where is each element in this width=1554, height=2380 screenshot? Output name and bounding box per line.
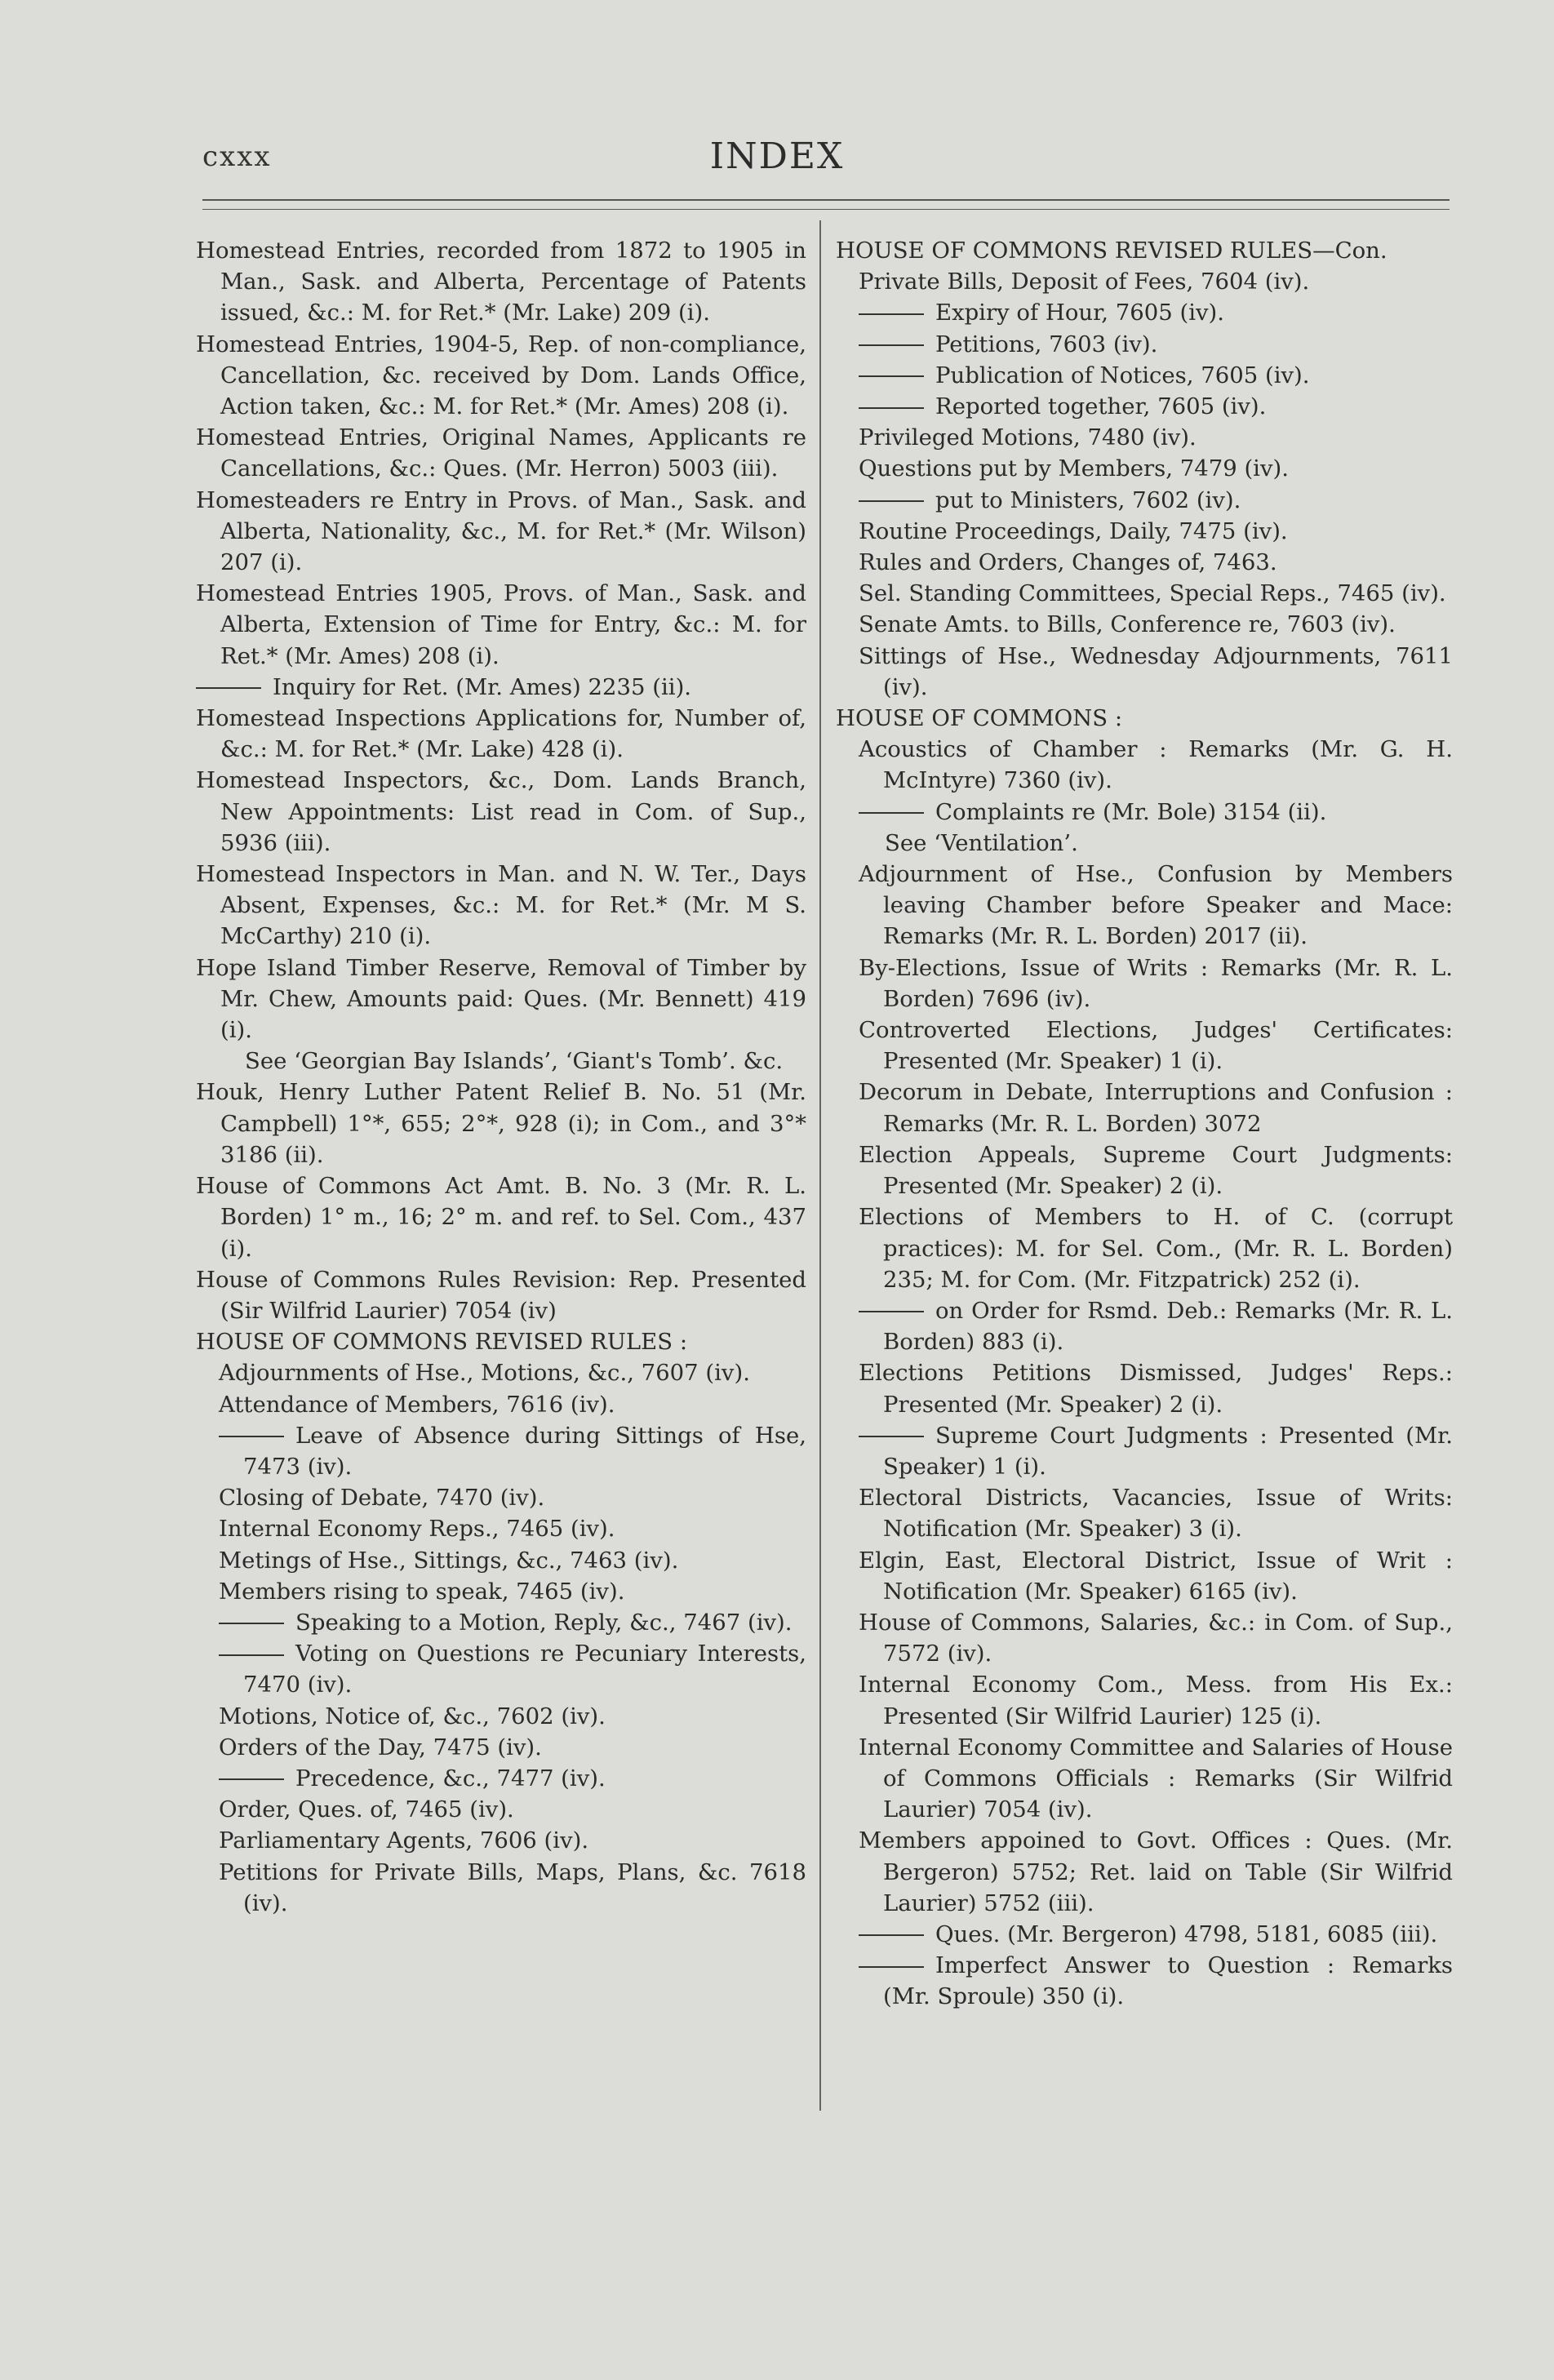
index-entry bbox=[196, 859, 806, 952]
index-entry bbox=[883, 297, 1453, 328]
index-entry bbox=[883, 1950, 1453, 2012]
index-entry bbox=[885, 828, 1453, 859]
index-entry-text: on Order for Rsmd. Deb.: Remarks (Mr. R. L. Borden) 883 (i). bbox=[883, 1297, 1453, 1356]
index-entry-text: House of Commons Rules Revision: Rep. Presented (Sir Wilfrid Laurier) 7054 (iv) bbox=[196, 1266, 806, 1324]
index-entry bbox=[859, 1139, 1453, 1201]
index-entry-text: Homestead Inspectors, &c., Dom. Lands Branch, New Appointments: List read in Com. of Sup., 5936 (iii). bbox=[196, 767, 806, 856]
index-entry bbox=[219, 1825, 806, 1856]
index-entry-text: Homestead Entries, 1904-5, Rep. of non-compliance, Cancellation, &c. received by Dom. Lands Office, Action taken, &c.: M. for Ret.* (Mr. Ames) 208 (i). bbox=[196, 331, 806, 420]
index-entry-text: Hope Island Timber Reserve, Removal of Timber by Mr. Chew, Amounts paid: Ques. (Mr. Bennett) 419 (i). bbox=[196, 954, 806, 1044]
index-entry-text: Reported together, 7605 (iv). bbox=[935, 393, 1267, 420]
index-entry-text: Internal Economy Com., Mess. from His Ex.: Presented (Sir Wilfrid Laurier) 125 (i). bbox=[859, 1672, 1453, 1729]
index-entry-text: Routine Proceedings, Daily, 7475 (iv). bbox=[859, 517, 1288, 544]
ditto-dash bbox=[219, 1778, 284, 1780]
index-heading bbox=[836, 703, 1453, 734]
index-entry bbox=[859, 859, 1453, 952]
index-entry-text: Members appoined to Govt. Offices : Ques. (Mr. Bergeron) 5752; Ret. laid on Table (Sir Wilfrid Laurier) 5752 (iii). bbox=[859, 1827, 1453, 1916]
index-entry bbox=[220, 672, 806, 703]
ditto-dash bbox=[859, 1311, 924, 1312]
index-heading bbox=[836, 235, 1453, 266]
index-entry-text: Decorum in Debate, Interruptions and Confusion : Remarks (Mr. R. L. Borden) 3072 bbox=[859, 1079, 1453, 1137]
index-entry bbox=[196, 235, 806, 329]
index-entry-text: Homestead Inspections Applications for, Number of, &c.: M. for Ret.* (Mr. Lake) 428 (i). bbox=[196, 705, 806, 763]
index-entry bbox=[859, 266, 1453, 297]
ditto-dash bbox=[219, 1623, 284, 1624]
index-entry-text: Private Bills, Deposit of Fees, 7604 (iv). bbox=[859, 269, 1310, 295]
index-entry bbox=[883, 485, 1453, 516]
index-entry bbox=[196, 422, 806, 484]
index-entry-text: Orders of the Day, 7475 (iv). bbox=[219, 1734, 542, 1761]
index-entry-text: Election Appeals, Supreme Court Judgments: Presented (Mr. Speaker) 2 (i). bbox=[859, 1141, 1453, 1200]
index-entry bbox=[219, 1389, 806, 1420]
index-entry bbox=[219, 1357, 806, 1388]
index-entry bbox=[859, 1607, 1453, 1669]
index-entry bbox=[859, 547, 1453, 578]
index-entry-text: Sittings of Hse., Wednesday Adjournments, 7611 (iv). bbox=[859, 642, 1453, 700]
index-entry-text: Adjournments of Hse., Motions, &c., 7607 (iv). bbox=[219, 1360, 750, 1387]
index-entry bbox=[196, 1264, 806, 1326]
index-entry-text: Complaints re (Mr. Bole) 3154 (ii). bbox=[935, 798, 1327, 825]
index-entry bbox=[859, 952, 1453, 1015]
index-entry-text: Questions put by Members, 7479 (iv). bbox=[859, 455, 1289, 482]
index-entry-text: HOUSE OF COMMONS REVISED RULES : bbox=[196, 1329, 688, 1356]
index-entry-text: HOUSE OF COMMONS REVISED RULES—Con. bbox=[836, 238, 1388, 264]
index-entry-text: Voting on Questions re Pecuniary Interests, 7470 (iv). bbox=[243, 1641, 806, 1698]
index-entry-text: Homestead Entries, Original Names, Applicants re Cancellations, &c.: Ques. (Mr. Herron) 5003 (iii). bbox=[196, 424, 806, 482]
ditto-dash bbox=[859, 1934, 924, 1936]
index-entry-text: Sel. Standing Committees, Special Reps., 7465 (iv). bbox=[859, 580, 1446, 607]
ditto-dash bbox=[859, 1436, 924, 1437]
index-entry bbox=[859, 734, 1453, 796]
index-entry-text: Inquiry for Ret. (Mr. Ames) 2235 (ii). bbox=[273, 673, 692, 700]
index-entry bbox=[219, 1794, 806, 1825]
index-entry bbox=[859, 609, 1453, 640]
index-entry-text: Acoustics of Chamber : Remarks (Mr. G. H. McIntyre) 7360 (iv). bbox=[859, 736, 1453, 794]
index-entry-text: Expiry of Hour, 7605 (iv). bbox=[935, 300, 1224, 326]
index-entry bbox=[219, 1576, 806, 1607]
index-entry bbox=[219, 1701, 806, 1732]
index-entry-text: Rules and Orders, Changes of, 7463. bbox=[859, 549, 1277, 576]
index-entry bbox=[883, 1295, 1453, 1357]
index-entry-text: Petitions, 7603 (iv). bbox=[935, 331, 1158, 357]
index-entry bbox=[196, 1077, 806, 1170]
index-entry bbox=[859, 1077, 1453, 1139]
index-entry bbox=[883, 360, 1453, 391]
index-entry bbox=[859, 1669, 1453, 1731]
ditto-dash bbox=[859, 407, 924, 409]
index-entry-text: put to Ministers, 7602 (iv). bbox=[935, 486, 1241, 513]
ditto-dash bbox=[859, 375, 924, 377]
index-entry-text: HOUSE OF COMMONS : bbox=[836, 705, 1123, 732]
index-entry bbox=[243, 1763, 806, 1794]
header-rule-bottom bbox=[202, 209, 1450, 210]
index-entry-text: Members rising to speak, 7465 (iv). bbox=[219, 1578, 625, 1605]
index-entry-text: Homestead Entries, recorded from 1872 to 1905 in Man., Sask. and Alberta, Percentage of Patents issued, &c.: M. for Ret.* (Mr. Lake) 209 (i). bbox=[196, 238, 806, 326]
header-rule-top bbox=[202, 199, 1450, 201]
index-entry-text: Closing of Debate, 7470 (iv). bbox=[219, 1485, 545, 1512]
index-entry bbox=[196, 765, 806, 859]
index-entry bbox=[196, 578, 806, 672]
index-entry bbox=[883, 391, 1453, 422]
index-entry-text: Privileged Motions, 7480 (iv). bbox=[859, 424, 1197, 451]
index-entry bbox=[859, 1732, 1453, 1826]
index-entry bbox=[883, 329, 1453, 360]
index-entry-text: Homestead Entries 1905, Provs. of Man., Sask. and Alberta, Extension of Time for Entry, &c.: M. for Ret.* (Mr. Ames) 208 (i). bbox=[196, 580, 806, 669]
index-entry-text: Imperfect Answer to Question : Remarks (Mr. Sproule) 350 (i). bbox=[883, 1952, 1453, 2010]
index-entry bbox=[859, 453, 1453, 484]
index-entry-text: Adjournment of Hse., Confusion by Members leaving Chamber before Speaker and Mace: Remarks (Mr. R. L. Borden) 2017 (ii). bbox=[859, 861, 1453, 950]
index-entry-text: Electoral Districts, Vacancies, Issue of Writs: Notification (Mr. Speaker) 3 (i). bbox=[859, 1485, 1453, 1543]
index-entry-text: Elections of Members to H. of C. (corrupt practices): M. for Sel. Com., (Mr. R. L. Borden) 235; M. for Com. (Mr. Fitzpatrick) 252 (i). bbox=[859, 1204, 1453, 1293]
ditto-dash bbox=[859, 812, 924, 814]
index-entry bbox=[243, 1420, 806, 1482]
index-entry bbox=[859, 578, 1453, 609]
index-entry-text: Parliamentary Agents, 7606 (iv). bbox=[219, 1827, 589, 1854]
column-divider bbox=[819, 220, 821, 2111]
index-entry bbox=[245, 1046, 806, 1077]
page-title: INDEX bbox=[709, 135, 845, 177]
index-entry bbox=[219, 1482, 806, 1513]
index-entry-text: Homestead Inspectors in Man. and N. W. Ter., Days Absent, Expenses, &c.: M. for Ret.* (Mr. M S. McCarthy) 210 (i). bbox=[196, 861, 806, 950]
index-entry bbox=[243, 1607, 806, 1638]
index-heading bbox=[196, 1326, 806, 1357]
index-entry bbox=[219, 1545, 806, 1576]
index-entry-text: Petitions for Private Bills, Maps, Plans, &c. 7618 (iv). bbox=[219, 1858, 806, 1916]
index-entry-text: Elgin, East, Electoral District, Issue of Writ : Notification (Mr. Speaker) 6165 (iv). bbox=[859, 1547, 1453, 1605]
index-entry bbox=[219, 1857, 806, 1919]
index-entry-text: See ‘Georgian Bay Islands’, ‘Giant's Tomb’. &c. bbox=[245, 1048, 784, 1075]
index-column-right bbox=[836, 235, 1453, 2013]
index-entry-text: Internal Economy Reps., 7465 (iv). bbox=[219, 1516, 615, 1543]
index-entry bbox=[196, 1170, 806, 1264]
index-entry-text: Speaking to a Motion, Reply, &c., 7467 (iv). bbox=[295, 1609, 793, 1636]
index-entry-text: Controverted Elections, Judges' Certificates: Presented (Mr. Speaker) 1 (i). bbox=[859, 1017, 1453, 1075]
index-entry-text: By-Elections, Issue of Writs : Remarks (Mr. R. L. Borden) 7696 (iv). bbox=[859, 954, 1453, 1012]
index-entry bbox=[859, 1201, 1453, 1295]
index-entry bbox=[859, 1357, 1453, 1419]
index-entry bbox=[859, 1825, 1453, 1919]
ditto-dash bbox=[859, 1966, 924, 1968]
index-entry bbox=[859, 1015, 1453, 1077]
ditto-dash bbox=[219, 1436, 284, 1437]
ditto-dash bbox=[859, 500, 924, 502]
index-entry-text: House of Commons, Salaries, &c.: in Com. of Sup., 7572 (iv). bbox=[859, 1609, 1453, 1667]
index-entry-text: Ques. (Mr. Bergeron) 4798, 5181, 6085 (iii). bbox=[935, 1920, 1438, 1947]
index-entry-text: Motions, Notice of, &c., 7602 (iv). bbox=[219, 1703, 606, 1729]
index-entry-text: Supreme Court Judgments : Presented (Mr. Speaker) 1 (i). bbox=[883, 1422, 1453, 1480]
index-entry-text: House of Commons Act Amt. B. No. 3 (Mr. R. L. Borden) 1° m., 16; 2° m. and ref. to Sel. Com., 437 (i). bbox=[196, 1173, 806, 1262]
index-entry bbox=[219, 1732, 806, 1763]
index-entry-text: Senate Amts. to Bills, Conference re, 7603 (iv). bbox=[859, 611, 1396, 638]
ditto-dash bbox=[219, 1654, 284, 1656]
index-entry-text: Leave of Absence during Sittings of Hse, 7473 (iv). bbox=[243, 1422, 806, 1480]
index-entry-text: Internal Economy Committee and Salaries of House of Commons Officials : Remarks (Sir Wilfrid Laurier) 7054 (iv). bbox=[859, 1734, 1453, 1823]
index-entry-text: Homesteaders re Entry in Provs. of Man., Sask. and Alberta, Nationality, &c., M. for Ret.* (Mr. Wilson) 207 (i). bbox=[196, 486, 806, 576]
index-entry-text: See ‘Ventilation’. bbox=[885, 829, 1078, 856]
index-entry-text: Publication of Notices, 7605 (iv). bbox=[935, 362, 1310, 389]
page-folio: cxxx bbox=[202, 140, 272, 173]
ditto-dash bbox=[196, 687, 261, 689]
index-entry bbox=[196, 703, 806, 765]
index-entry bbox=[196, 952, 806, 1046]
index-entry bbox=[196, 485, 806, 579]
index-entry-text: Attendance of Members, 7616 (iv). bbox=[219, 1391, 615, 1418]
index-entry bbox=[196, 329, 806, 423]
index-entry bbox=[859, 1545, 1453, 1607]
index-entry-text: Houk, Henry Luther Patent Relief B. No. 51 (Mr. Campbell) 1°*, 655; 2°*, 928 (i); in Com., and 3°* 3186 (ii). bbox=[196, 1079, 806, 1168]
ditto-dash bbox=[859, 313, 924, 315]
index-entry bbox=[859, 641, 1453, 703]
index-entry-text: Precedence, &c., 7477 (iv). bbox=[295, 1765, 606, 1792]
index-entry bbox=[883, 797, 1453, 828]
index-entry bbox=[859, 516, 1453, 547]
ditto-dash bbox=[859, 344, 924, 346]
index-entry bbox=[859, 422, 1453, 453]
index-entry bbox=[859, 1482, 1453, 1544]
index-entry-text: Elections Petitions Dismissed, Judges' Reps.: Presented (Mr. Speaker) 2 (i). bbox=[859, 1360, 1453, 1418]
index-entry bbox=[883, 1919, 1453, 1950]
index-column-left bbox=[196, 235, 806, 1919]
index-entry bbox=[219, 1513, 806, 1544]
index-entry-text: Metings of Hse., Sittings, &c., 7463 (iv). bbox=[219, 1547, 679, 1574]
index-entry-text: Order, Ques. of, 7465 (iv). bbox=[219, 1796, 514, 1823]
index-entry bbox=[883, 1420, 1453, 1482]
index-entry bbox=[243, 1638, 806, 1700]
